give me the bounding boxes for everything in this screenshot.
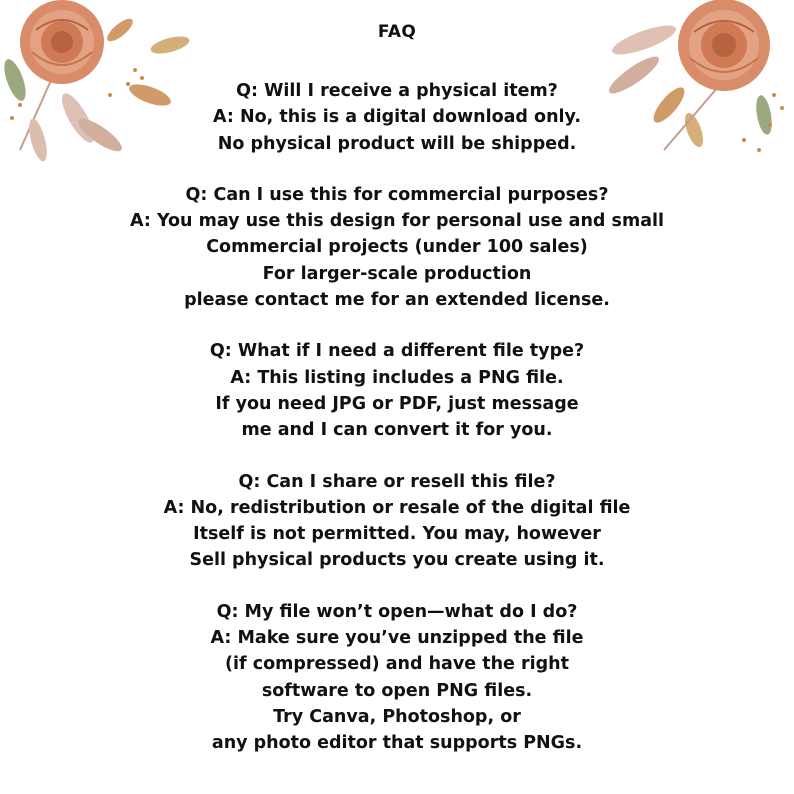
faq-question: Q: My file won’t open—what do I do? [216, 601, 578, 622]
faq-answer-line: A: No, this is a digital download only. [213, 107, 581, 128]
faq-answer-line: Sell physical products you create using it. [189, 550, 605, 571]
faq-answer-line: (if compressed) and have the right [225, 654, 569, 675]
faq-answer-line: A: Make sure you’ve unzipped the file [210, 628, 584, 649]
faq-question: Q: What if I need a different file type? [209, 341, 585, 362]
faq-answer-line: Itself is not permitted. You may, however [193, 524, 601, 545]
faq-answer-line: Try Canva, Photoshop, or [273, 706, 521, 727]
faq-question: Q: Can I use this for commercial purposes? [185, 184, 609, 205]
faq-answer-line: For larger-scale production [262, 263, 532, 284]
faq-answer-line: please contact me for an extended license. [184, 290, 610, 311]
faq-answer-line: any photo editor that supports PNGs. [211, 733, 583, 754]
faq-answer-line: A: This listing includes a PNG file. [230, 367, 564, 388]
faq-answer-line: software to open PNG files. [261, 680, 533, 701]
faq-answer-line: No physical product will be shipped. [217, 133, 577, 154]
faq-answer-line: me and I can convert it for you. [241, 420, 553, 441]
faq-list [0, 78, 794, 782]
faq-item [0, 338, 794, 443]
faq-answer-line: If you need JPG or PDF, just message [215, 393, 579, 414]
faq-answer-line: Commercial projects (under 100 sales) [206, 237, 588, 258]
faq-answer-line: A: You may use this design for personal use and small [129, 211, 665, 232]
faq-question: Q: Will I receive a physical item? [236, 81, 558, 101]
faq-item [0, 599, 794, 757]
faq-question: Q: Can I share or resell this file? [238, 471, 556, 492]
page-title: FAQ [377, 22, 417, 42]
faq-item [0, 469, 794, 574]
faq-item [0, 182, 794, 313]
faq-answer-line: A: No, redistribution or resale of the digital file [163, 497, 631, 518]
faq-item [0, 78, 794, 157]
